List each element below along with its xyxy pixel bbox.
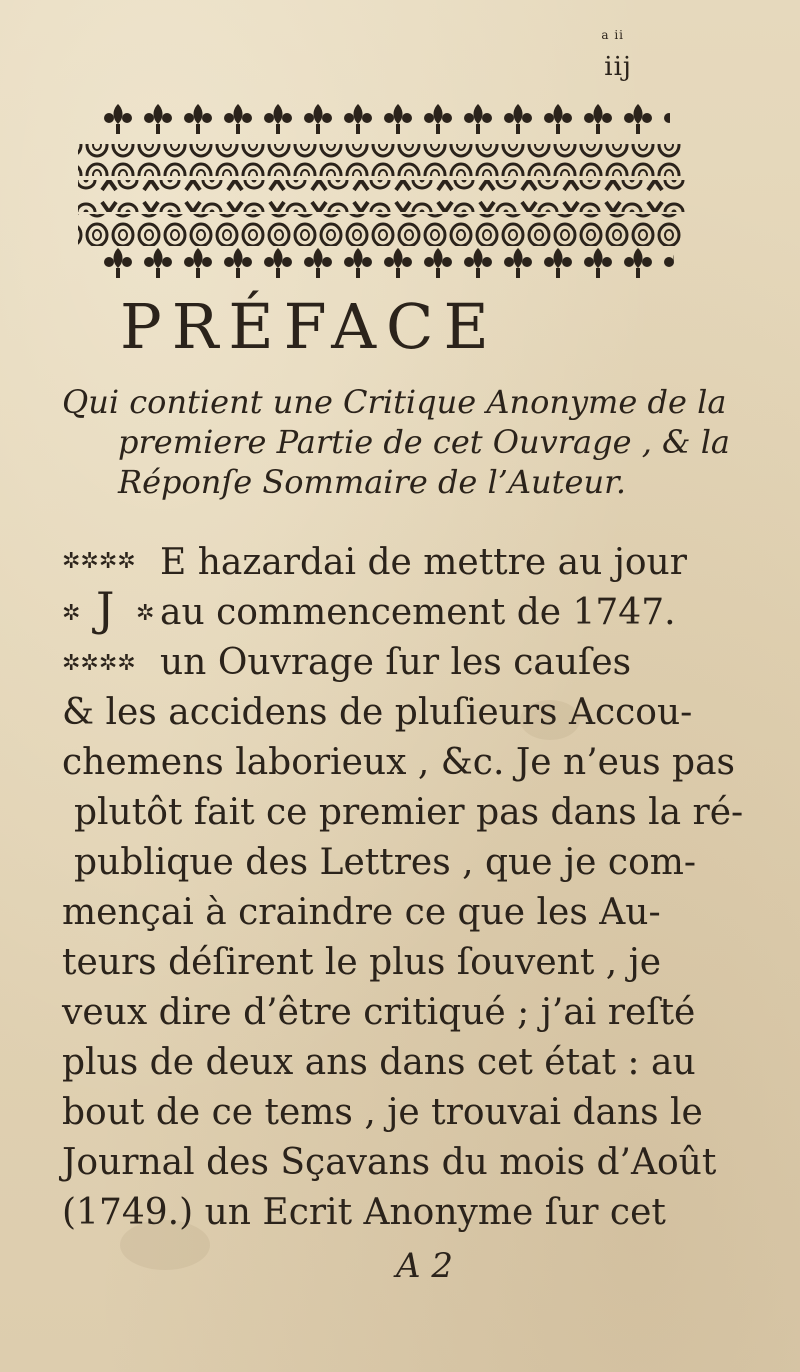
text-line: chemens laborieux , &c. Je n’eus pas <box>62 742 736 783</box>
svg-text:✲✲✲✲: ✲✲✲✲ <box>62 549 136 574</box>
text-line: mençai à craindre ce que les Au- <box>62 892 661 933</box>
text-line: plus de deux ans dans cet état : au <box>62 1042 696 1083</box>
text-line: Journal des Sçavans du mois d’Août <box>62 1142 717 1183</box>
signature-mark: a ii <box>601 28 624 42</box>
subtitle-line: Réponſe Sommaire de l’Auteur. <box>118 463 627 501</box>
svg-text:✲✲✲✲: ✲✲✲✲ <box>62 651 136 672</box>
header-ornament-band <box>58 100 698 282</box>
svg-text:✲: ✲ <box>136 601 155 626</box>
text-line: teurs déſirent le plus ſouvent , je <box>62 942 662 983</box>
text-line: publique des Lettres , que je com- <box>74 842 697 883</box>
text-line: au commencement de 1747. <box>160 592 676 633</box>
chapter-subtitle <box>62 382 730 502</box>
text-line: un Ouvrage ſur les cauſes <box>160 642 632 683</box>
subtitle-line: premiere Partie de cet Ouvrage , & la <box>118 423 730 461</box>
text-line: veux dire d’être critiqué ; j’ai reſté <box>62 992 696 1033</box>
body-text <box>62 538 742 1238</box>
catchword-signature: A 2 <box>396 1246 453 1286</box>
text-line: plutôt fait ce premier pas dans la ré- <box>74 792 744 833</box>
page-title: PRÉFACE <box>120 290 499 363</box>
text-line: bout de ce tems , je trouvai dans le <box>62 1092 703 1133</box>
text-line: E hazardai de mettre au jour <box>160 542 687 583</box>
dropcap-letter: J <box>96 582 115 636</box>
subtitle-line: Qui contient une Critique Anonyme de la <box>62 383 727 421</box>
text-line: (1749.) un Ecrit Anonyme ſur cet <box>62 1192 666 1233</box>
page-number: iij <box>604 52 632 82</box>
text-line: & les accidens de pluſieurs Accou- <box>62 692 693 733</box>
svg-text:✲: ✲ <box>62 601 81 626</box>
